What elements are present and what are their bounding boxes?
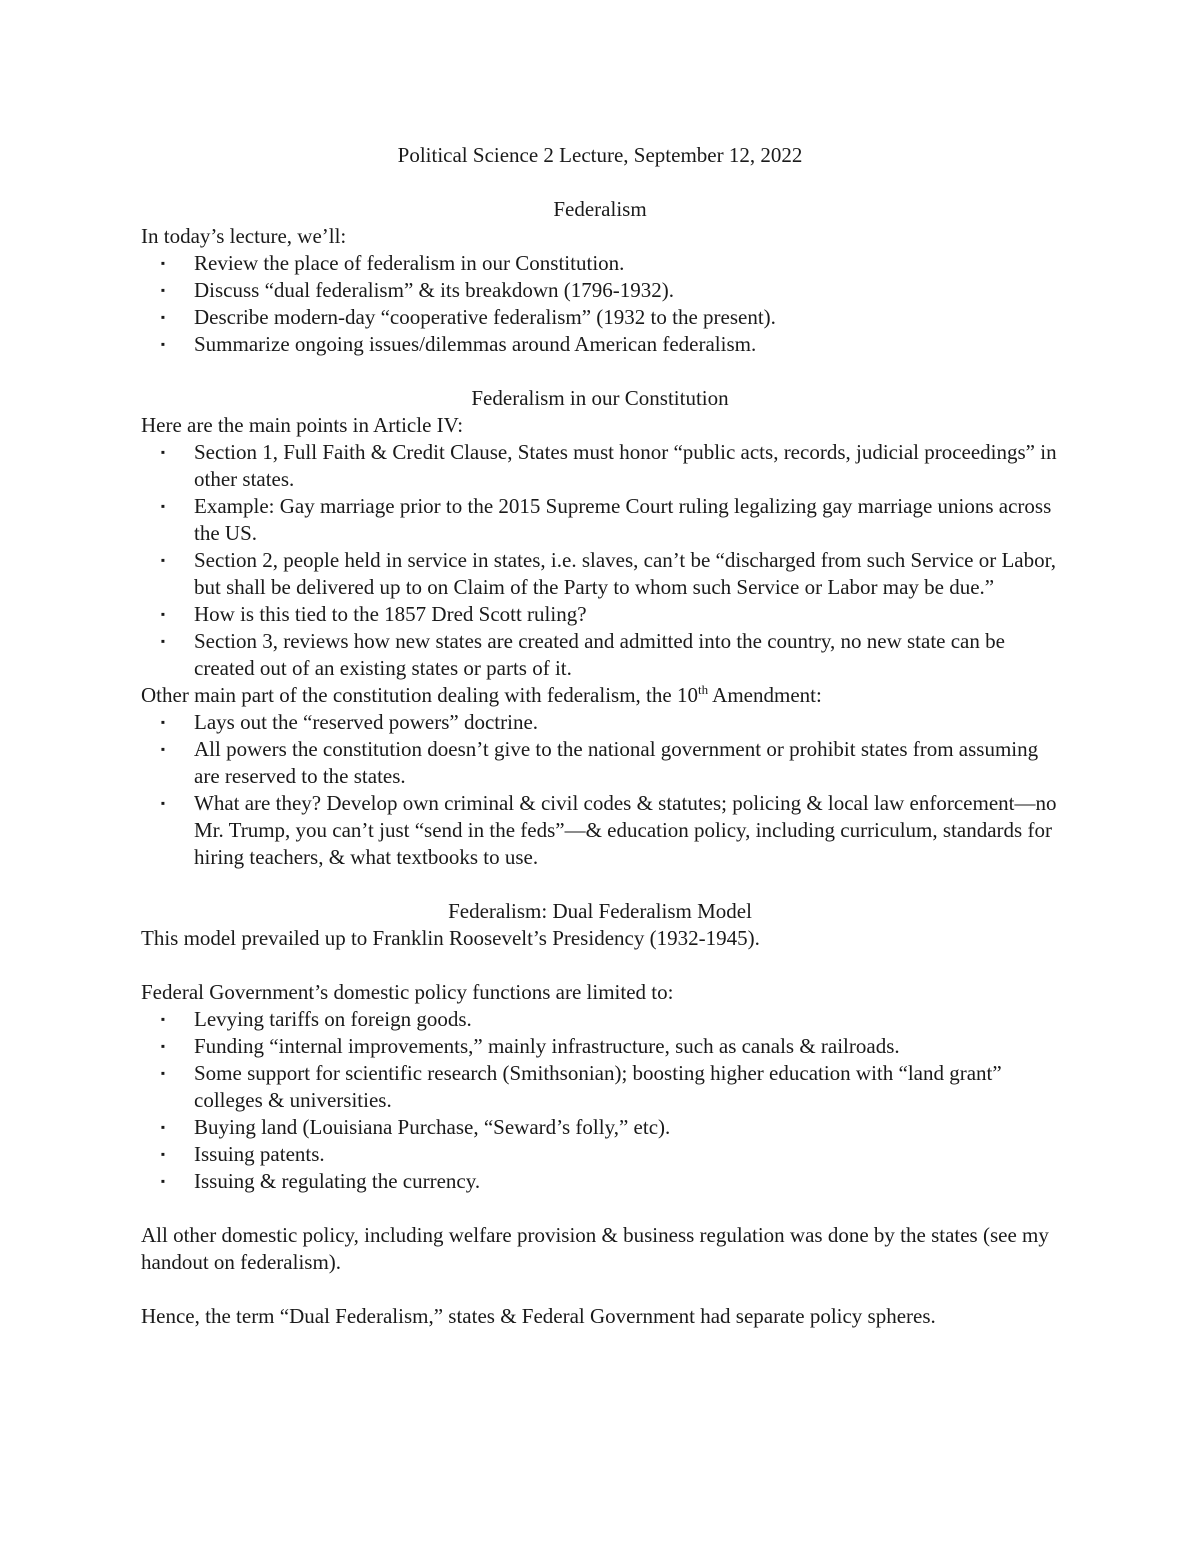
bullet-icon: ▪ xyxy=(160,445,166,459)
bullet-icon: ▪ xyxy=(160,1120,166,1134)
list-item: ▪ All powers the constitution doesn’t give to the national government or prohibit states from assuming are reserved to the states. xyxy=(141,736,1059,790)
bullet-icon: ▪ xyxy=(160,607,166,621)
list-item: ▪ Funding “internal improvements,” mainly infrastructure, such as canals & railroads. xyxy=(141,1033,1059,1060)
bullet-icon: ▪ xyxy=(160,553,166,567)
amendment-list xyxy=(141,709,1059,871)
bullet-icon: ▪ xyxy=(160,742,166,756)
list-item: ▪ Review the place of federalism in our Constitution. xyxy=(141,250,1059,277)
bullet-icon: ▪ xyxy=(160,337,166,351)
section3-intro: This model prevailed up to Franklin Roosevelt’s Presidency (1932-1945). xyxy=(141,926,760,950)
list-item: ▪ Example: Gay marriage prior to the 2015 Supreme Court ruling legalizing gay marriage unions across the US. xyxy=(141,493,1059,547)
spacer xyxy=(141,1276,1059,1303)
list-item: ▪ Section 3, reviews how new states are created and admitted into the country, no new state can be created out of an existing states or parts of it. xyxy=(141,628,1059,682)
bullet-icon: ▪ xyxy=(160,1012,166,1026)
paragraph-dual-federalism: Hence, the term “Dual Federalism,” states & Federal Government had separate policy spheres. xyxy=(141,1304,936,1328)
bullet-icon: ▪ xyxy=(160,499,166,513)
section2-list xyxy=(141,439,1059,682)
section-heading-federalism: Federalism xyxy=(553,197,647,221)
list-item: ▪ Some support for scientific research (Smithsonian); boosting higher education with “land grant” colleges & universities. xyxy=(141,1060,1059,1114)
bullet-icon: ▪ xyxy=(160,1147,166,1161)
bullet-icon: ▪ xyxy=(160,310,166,324)
paragraph-other-policy: All other domestic policy, including welfare provision & business regulation was done by the states (see my handout on federalism). xyxy=(141,1223,1049,1274)
list-item: ▪ Summarize ongoing issues/dilemmas around American federalism. xyxy=(141,331,1059,358)
list-item: ▪ Section 2, people held in service in states, i.e. slaves, can’t be “discharged from such Service or Labor, but shall be delivered up to on Claim of the Party to whom such Service or Labor may be due.” xyxy=(141,547,1059,601)
spacer xyxy=(141,1195,1059,1222)
list-item: ▪ Issuing & regulating the currency. xyxy=(141,1168,1059,1195)
section3-list xyxy=(141,1006,1059,1195)
section1-intro: In today’s lecture, we’ll: xyxy=(141,224,347,248)
spacer xyxy=(141,871,1059,898)
bullet-icon: ▪ xyxy=(160,634,166,648)
bullet-icon: ▪ xyxy=(160,1174,166,1188)
list-item: ▪ Lays out the “reserved powers” doctrine. xyxy=(141,709,1059,736)
spacer xyxy=(141,358,1059,385)
section1-list xyxy=(141,250,1059,358)
bullet-icon: ▪ xyxy=(160,796,166,810)
list-item: ▪ Levying tariffs on foreign goods. xyxy=(141,1006,1059,1033)
list-item: ▪ Discuss “dual federalism” & its breakdown (1796-1932). xyxy=(141,277,1059,304)
section2-intro: Here are the main points in Article IV: xyxy=(141,413,464,437)
list-item: ▪ Issuing patents. xyxy=(141,1141,1059,1168)
page-title: Political Science 2 Lecture, September 12, 2022 xyxy=(397,143,803,167)
bullet-icon: ▪ xyxy=(160,256,166,270)
amendment-intro: Other main part of the constitution dealing with federalism, the 10th Amendment: xyxy=(141,682,822,707)
document-page xyxy=(141,142,1059,1330)
list-item: ▪ Buying land (Louisiana Purchase, “Seward’s folly,” etc). xyxy=(141,1114,1059,1141)
list-item: ▪ What are they? Develop own criminal & civil codes & statutes; policing & local law enforcement—no Mr. Trump, you can’t just “send in the feds”—& education policy, including curriculum, standards for hiring teachers, & what textbooks to use. xyxy=(141,790,1059,871)
list-item: ▪ Describe modern-day “cooperative federalism” (1932 to the present). xyxy=(141,304,1059,331)
section-heading-constitution: Federalism in our Constitution xyxy=(471,386,729,410)
bullet-icon: ▪ xyxy=(160,1066,166,1080)
spacer xyxy=(141,952,1059,979)
section-heading-dual-federalism: Federalism: Dual Federalism Model xyxy=(448,899,752,923)
bullet-icon: ▪ xyxy=(160,283,166,297)
bullet-icon: ▪ xyxy=(160,715,166,729)
functions-intro: Federal Government’s domestic policy functions are limited to: xyxy=(141,980,674,1004)
bullet-icon: ▪ xyxy=(160,1039,166,1053)
list-item: ▪ How is this tied to the 1857 Dred Scott ruling? xyxy=(141,601,1059,628)
list-item: ▪ Section 1, Full Faith & Credit Clause, States must honor “public acts, records, judicial proceedings” in other states. xyxy=(141,439,1059,493)
